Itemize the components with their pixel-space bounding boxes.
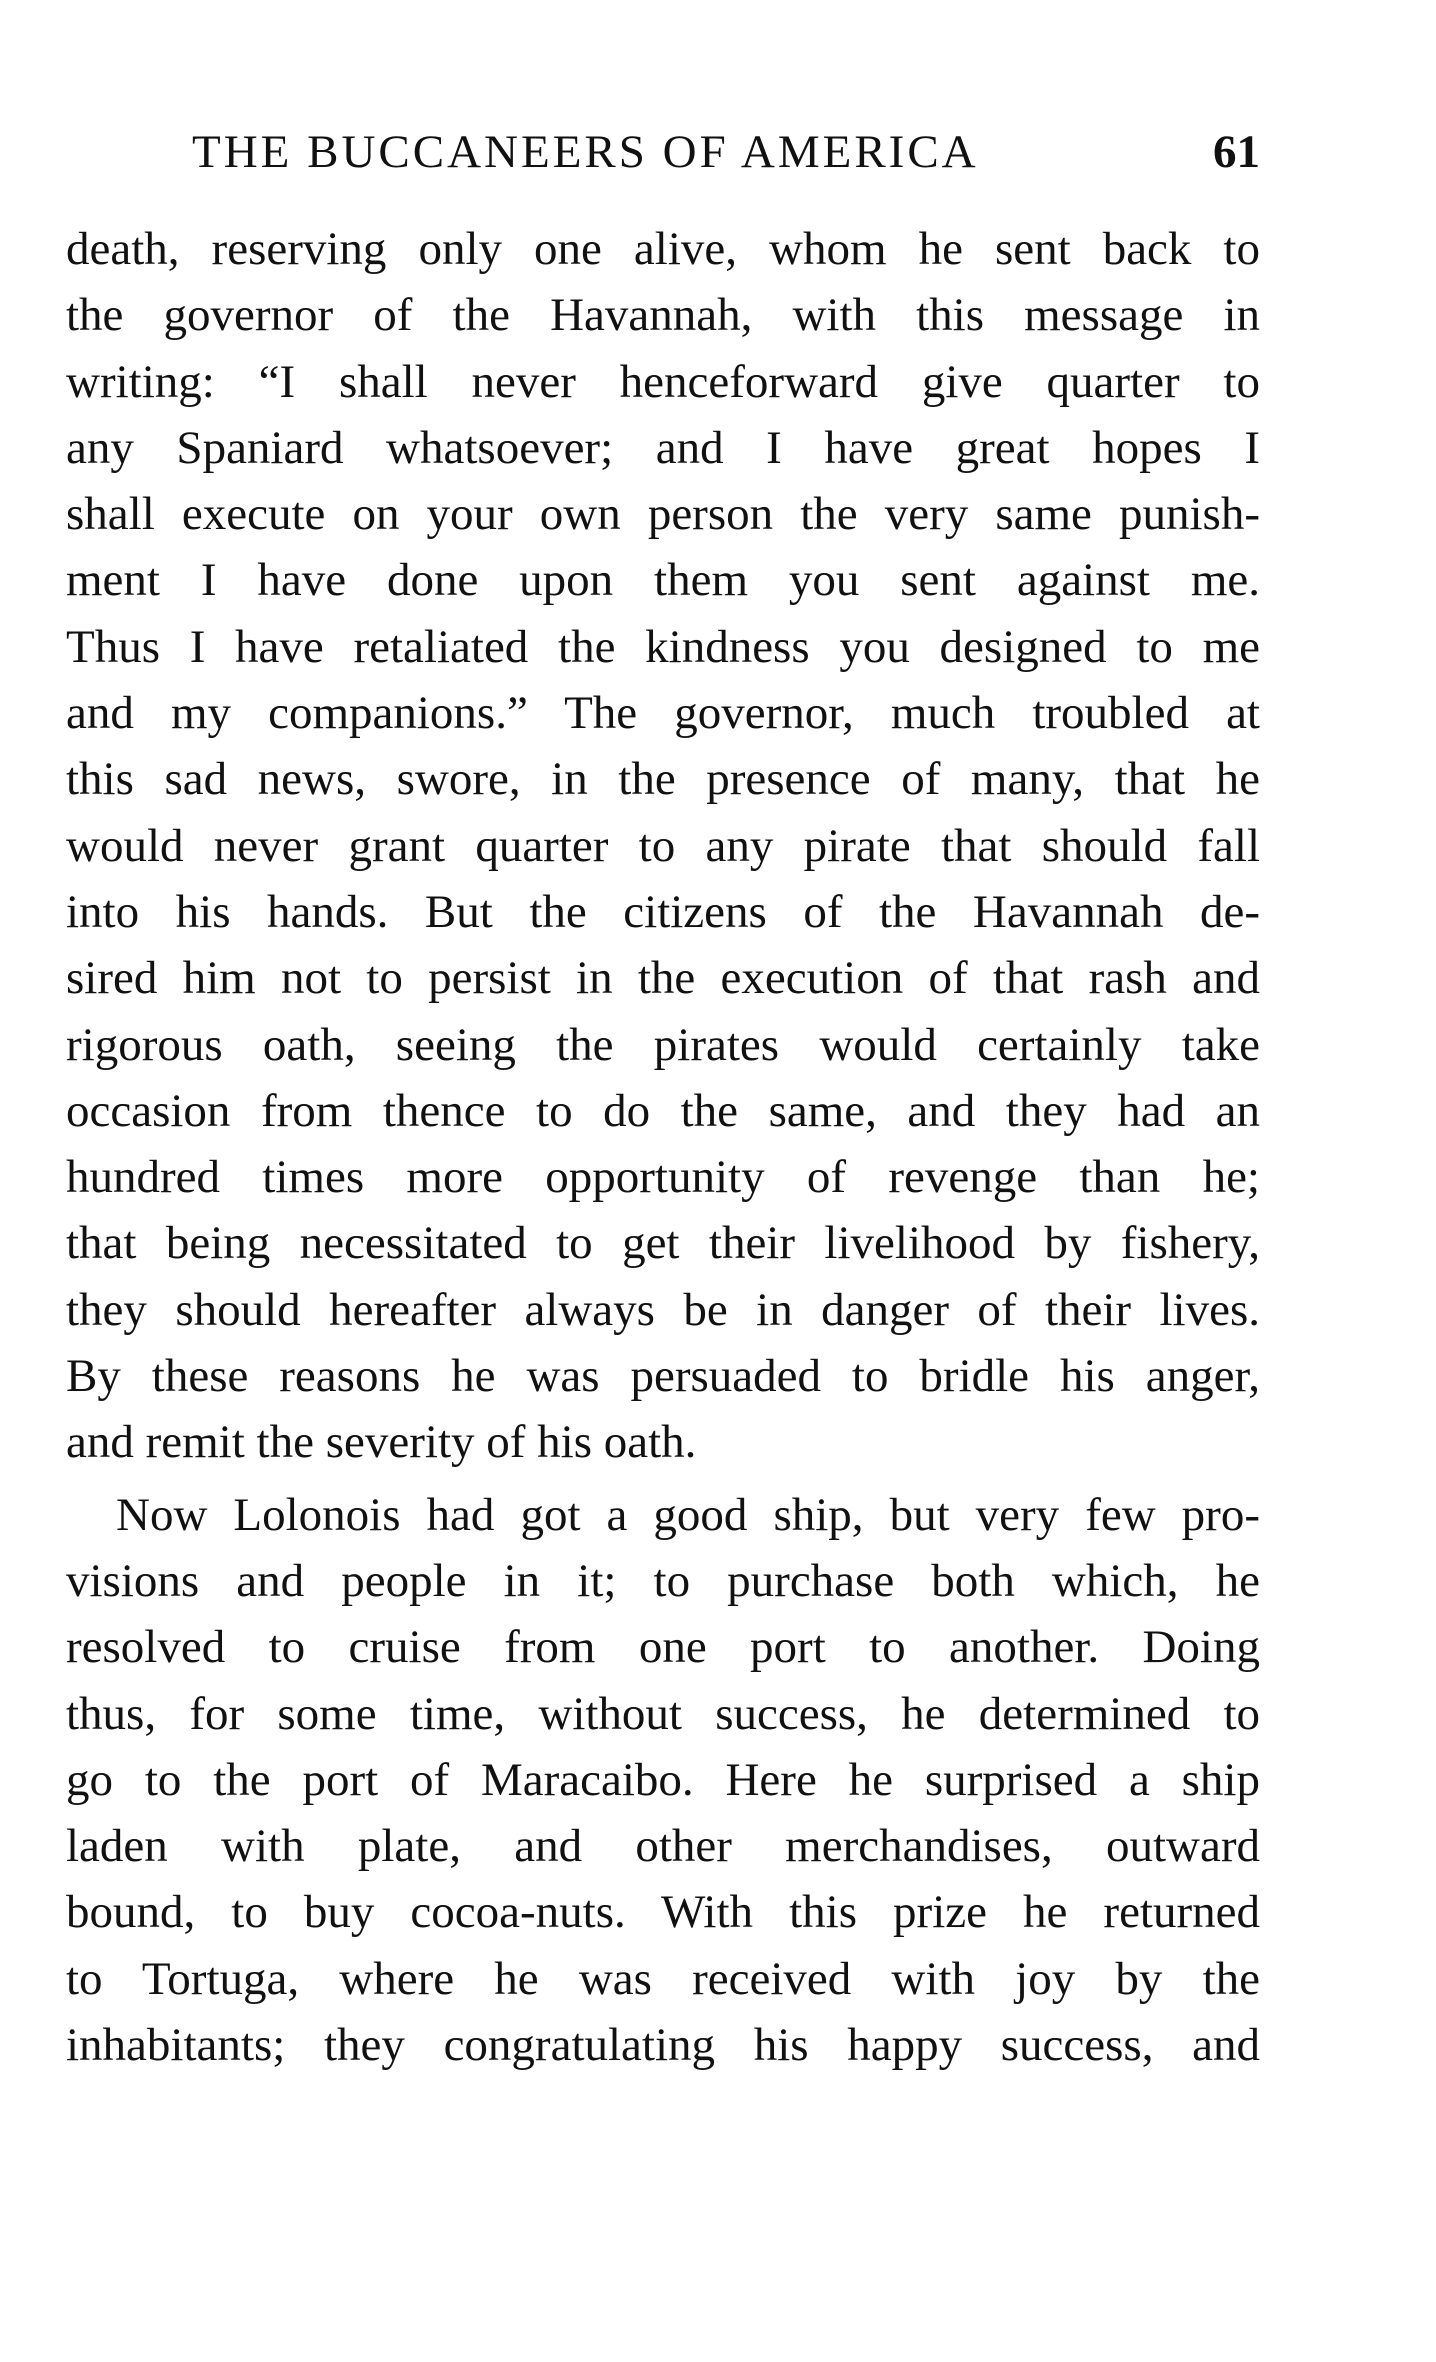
text-line: hundred times more opportunity of revenge than he;: [66, 1151, 1260, 1204]
text-line: any Spaniard whatsoever; and I have great hopes I: [66, 421, 1260, 474]
text-line: rigorous oath, seeing the pirates would certainly take: [66, 1018, 1260, 1071]
text-line: to Tortuga, where he was received with joy by the: [66, 1952, 1260, 2005]
text-line: the governor of the Havannah, with this message in: [66, 289, 1260, 342]
text-line: occasion from thence to do the same, and they had an: [66, 1084, 1260, 1137]
text-line: Now Lolonois had got a good ship, but very few pro-: [116, 1488, 1260, 1541]
text-line: this sad news, swore, in the presence of many, that he: [66, 753, 1260, 806]
running-head: [170, 122, 1260, 182]
text-line: laden with plate, and other merchandises, outward: [66, 1820, 1260, 1873]
text-line: thus, for some time, without success, he determined to: [66, 1687, 1260, 1740]
text-line: By these reasons he was persuaded to bridle his anger,: [66, 1350, 1260, 1403]
text-line: that being necessitated to get their livelihood by fishery,: [66, 1217, 1260, 1270]
paragraph: [66, 1482, 1260, 2079]
text-line: and remit the severity of his oath.: [66, 1416, 697, 1469]
text-line: visions and people in it; to purchase both which, he: [66, 1554, 1260, 1607]
paragraph: [66, 216, 1260, 1476]
text-line: and my companions.” The governor, much troubled at: [66, 687, 1260, 740]
text-line: would never grant quarter to any pirate that should fall: [66, 819, 1260, 872]
body-text: [66, 216, 1260, 2078]
running-head-title: THE BUCCANEERS OF AMERICA: [192, 126, 979, 178]
text-line: into his hands. But the citizens of the Havannah de-: [66, 885, 1260, 938]
text-line: they should hereafter always be in danger of their lives.: [66, 1283, 1260, 1336]
text-line: resolved to cruise from one port to another. Doing: [66, 1621, 1260, 1674]
text-line: inhabitants; they congratulating his happy success, and: [66, 2019, 1260, 2072]
text-line: shall execute on your own person the very same punish-: [66, 488, 1260, 541]
text-line: death, reserving only one alive, whom he sent back to: [66, 223, 1260, 275]
text-line: bound, to buy cocoa-nuts. With this prize he returned: [66, 1886, 1260, 1939]
text-line: writing: “I shall never henceforward give quarter to: [66, 355, 1260, 408]
text-line: sired him not to persist in the execution of that rash and: [66, 952, 1260, 1005]
text-line: go to the port of Maracaibo. Here he surprised a ship: [66, 1753, 1260, 1806]
text-line: ment I have done upon them you sent against me.: [66, 554, 1260, 607]
text-line: Thus I have retaliated the kindness you designed to me: [66, 620, 1260, 673]
page-number: 61: [1213, 126, 1260, 178]
